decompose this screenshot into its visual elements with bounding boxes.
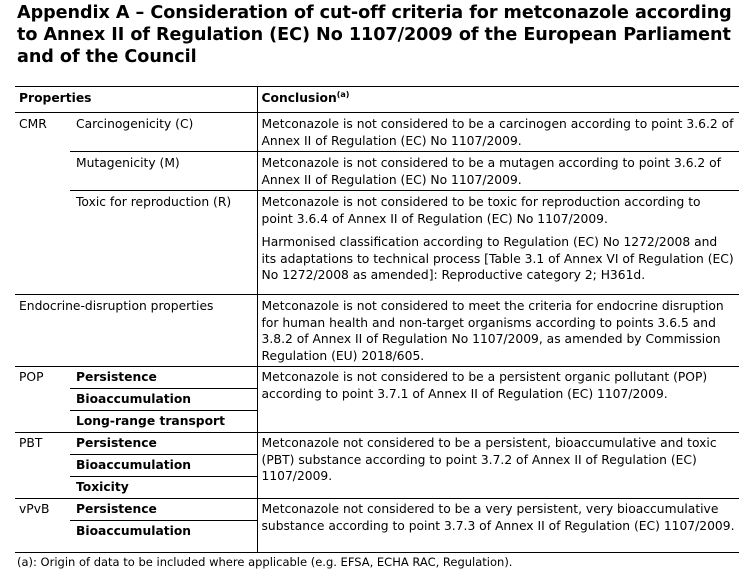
table-row-mutagenicity [15,152,739,191]
cmr-label: CMR [15,113,70,295]
header-conclusion [257,87,739,113]
header-conclusion-label: Conclusion [261,91,337,105]
vpvb-bioaccumulation: Bioaccumulation [70,521,257,553]
table-footnote: (a): Origin of data to be included where applicable (e.g. EFSA, ECHA RAC, Regulation). [17,555,513,569]
table-row-reproduction [15,191,739,295]
cut-off-criteria-table [15,86,739,553]
carcinogenicity-label: Carcinogenicity (C) [70,113,257,152]
pbt-label: PBT [15,433,70,499]
reproduction-conclusion-text: Metconazole is not considered to be toxic for reproduction according to point 3.6.4 of Annex II of Regulation (EC) No 1107/2009. [261,195,701,226]
mutagenicity-conclusion: Metconazole is not considered to be a mutagen according to point 3.6.2 of Annex II of Regulation (EC) No 1107/2009. [257,152,739,191]
table-row-pbt-persistence [15,433,739,455]
table-row-endocrine [15,295,739,367]
reproduction-harmonised-classification: Harmonised classification according to Regulation (EC) No 1272/2008 and its adaptations to technical process [Table 3.1 of Annex VI of Regulation (EC) No 1272/2008 as amended]: Reproductive category 2; H361d. [261,235,734,282]
pop-persistence: Persistence [70,367,257,389]
mutagenicity-label: Mutagenicity (M) [70,152,257,191]
pop-conclusion: Metconazole is not considered to be a persistent organic pollutant (POP) according to point 3.7.1 of Annex II of Regulation (EC) 1107/2009. [257,367,739,433]
reproduction-label: Toxic for reproduction (R) [70,191,257,295]
carcinogenicity-conclusion: Metconazole is not considered to be a carcinogen according to point 3.6.2 of Annex II of Regulation (EC) No 1107/2009. [257,113,739,152]
table-header-row [15,87,739,113]
pbt-conclusion: Metconazole not considered to be a persistent, bioaccumulative and toxic (PBT) substance according to point 3.7.2 of Annex II of Regulation (EC) 1107/2009. [257,433,739,499]
pbt-bioaccumulation: Bioaccumulation [70,455,257,477]
pop-label: POP [15,367,70,433]
endocrine-label: Endocrine-disruption properties [15,295,257,367]
header-properties: Properties [15,87,257,113]
pop-long-range-transport: Long-range transport [70,411,257,433]
reproduction-conclusion [257,191,739,295]
table-row-vpvb-persistence [15,499,739,521]
vpvb-conclusion: Metconazole not considered to be a very persistent, very bioaccumulative substance according to point 3.7.3 of Annex II of Regulation (EC) 1107/2009. [257,499,739,553]
vpvb-label: vPvB [15,499,70,553]
endocrine-conclusion: Metconazole is not considered to meet the criteria for endocrine disruption for human health and non-target organisms according to points 3.6.5 and 3.8.2 of Annex II of Regulation No 1107/2009, as amended by Commission Regulation (EU) 2018/605. [257,295,739,367]
pbt-toxicity: Toxicity [70,477,257,499]
header-conclusion-footnote-ref: (a) [336,90,350,99]
table-row-pop-persistence [15,367,739,389]
appendix-title: Appendix A – Consideration of cut-off criteria for metconazole according to Annex II of Regulation (EC) No 1107/2009 of the European Parliament and of the Council [17,3,732,67]
vpvb-persistence: Persistence [70,499,257,521]
table-row-carcinogenicity [15,113,739,152]
pop-bioaccumulation: Bioaccumulation [70,389,257,411]
pbt-persistence: Persistence [70,433,257,455]
